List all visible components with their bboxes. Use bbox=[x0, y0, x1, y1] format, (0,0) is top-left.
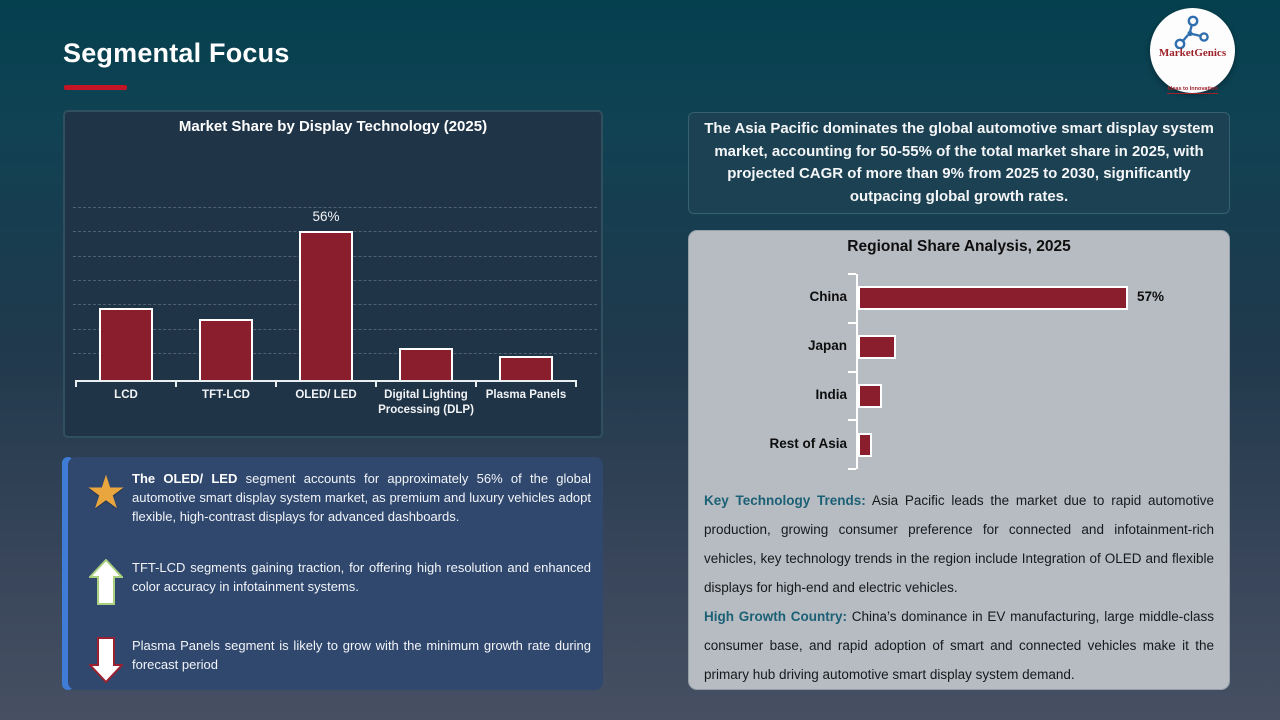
bar-india bbox=[858, 384, 882, 408]
x-axis-tick bbox=[75, 380, 77, 387]
arrow-up-icon bbox=[89, 559, 123, 605]
display-technology-chart bbox=[63, 110, 603, 438]
insight-item bbox=[80, 559, 591, 605]
title-underline bbox=[64, 85, 127, 90]
x-axis-tick bbox=[275, 380, 277, 387]
insight-icon-wrap bbox=[80, 637, 132, 683]
bar-japan bbox=[858, 335, 896, 359]
bar-china bbox=[858, 286, 1128, 310]
logo-name: MarketGenics bbox=[1158, 47, 1227, 59]
regional-chart-title: Regional Share Analysis, 2025 bbox=[847, 238, 1071, 255]
page-title: Segmental Focus bbox=[63, 38, 290, 68]
y-axis-tick bbox=[848, 419, 856, 421]
y-axis-tick bbox=[848, 273, 856, 275]
y-axis-tick bbox=[848, 468, 856, 470]
x-axis-label: TFT-LCD bbox=[202, 389, 250, 401]
key-technology-trends-paragraph bbox=[704, 486, 1214, 602]
insight-text: The OLED/ LED segment accounts for approximately 56% of the global automotive smart display system market, as premium and luxury vehicles adopt flexible, high-contrast displays for advanced dashboards. bbox=[132, 471, 592, 524]
growth-label: High Growth Country: bbox=[704, 609, 847, 624]
bar-value-label: 57% bbox=[1137, 289, 1165, 305]
x-axis-tick bbox=[575, 380, 577, 387]
insight-item bbox=[80, 466, 592, 527]
insight-text: Plasma Panels segment is likely to grow with the minimum growth rate during forecast period bbox=[132, 638, 591, 672]
x-axis-tick bbox=[475, 380, 477, 387]
high-growth-country-paragraph bbox=[704, 602, 1214, 689]
insight-item bbox=[80, 637, 591, 683]
y-axis-label: Japan bbox=[807, 338, 847, 354]
chart-title: Market Share by Display Technology (2025) bbox=[178, 118, 488, 135]
bar-lcd bbox=[99, 308, 153, 380]
bar-digital-lighting-processing-dlp- bbox=[399, 348, 453, 380]
trends-label: Key Technology Trends: bbox=[704, 493, 866, 508]
asia-pacific-note-box bbox=[688, 112, 1230, 214]
x-axis-tick bbox=[175, 380, 177, 387]
bar-oled-led bbox=[299, 231, 353, 380]
y-axis-tick bbox=[848, 322, 856, 324]
insight-text: TFT-LCD segments gaining traction, for offering high resolution and enhanced color accuracy in infotainment systems. bbox=[132, 560, 591, 594]
logo-tagline: Ideas to Innovation bbox=[1167, 86, 1218, 92]
star-icon: ★ bbox=[85, 466, 127, 518]
x-axis-label: OLED/ LED bbox=[295, 389, 357, 401]
x-axis-label: Plasma Panels bbox=[485, 389, 567, 401]
growth-text: China’s dominance in EV manufacturing, large middle-class consumer base, and rapid adoption of smart and connected vehicles make it the primary hub driving automotive smart display system demand. bbox=[704, 609, 1214, 682]
bar-value-label: 56% bbox=[312, 209, 340, 224]
insight-icon-wrap bbox=[80, 559, 132, 605]
bar-plasma-panels bbox=[499, 356, 553, 380]
asia-pacific-note-text: The Asia Pacific dominates the global automotive smart display system market, accounting for 50-55% of the total market share in 2025, with projected CAGR of more than 9% from 2025 to 2030, significantly outpacing global growth rates. bbox=[704, 120, 1214, 205]
trends-text: Asia Pacific leads the market due to rapid automotive production, growing consumer preference for connected and infotainment-rich vehicles, key technology trends in the region include Integration of OLED and flexible displays for high-end and electric vehicles. bbox=[704, 493, 1215, 595]
insight-icon-wrap bbox=[80, 466, 132, 518]
insights-box bbox=[68, 457, 603, 690]
bar-tft-lcd bbox=[199, 319, 253, 380]
x-axis-label: LCD bbox=[114, 389, 138, 401]
x-axis-line bbox=[75, 380, 577, 382]
gridline bbox=[73, 207, 597, 208]
y-axis-label: India bbox=[815, 386, 847, 402]
regional-commentary bbox=[704, 486, 1214, 689]
arrow-down-icon bbox=[89, 637, 123, 683]
molecule-icon bbox=[1173, 15, 1213, 49]
marketgenics-logo bbox=[1150, 8, 1235, 93]
x-axis-label: Digital Lighting Processing (DLP) bbox=[378, 389, 474, 416]
bar-rest-of-asia bbox=[858, 433, 872, 457]
y-axis-tick bbox=[848, 371, 856, 373]
y-axis-label: Rest of Asia bbox=[769, 435, 847, 451]
regional-share-panel bbox=[688, 230, 1230, 690]
y-axis-label: China bbox=[809, 289, 847, 305]
x-axis-tick bbox=[375, 380, 377, 387]
